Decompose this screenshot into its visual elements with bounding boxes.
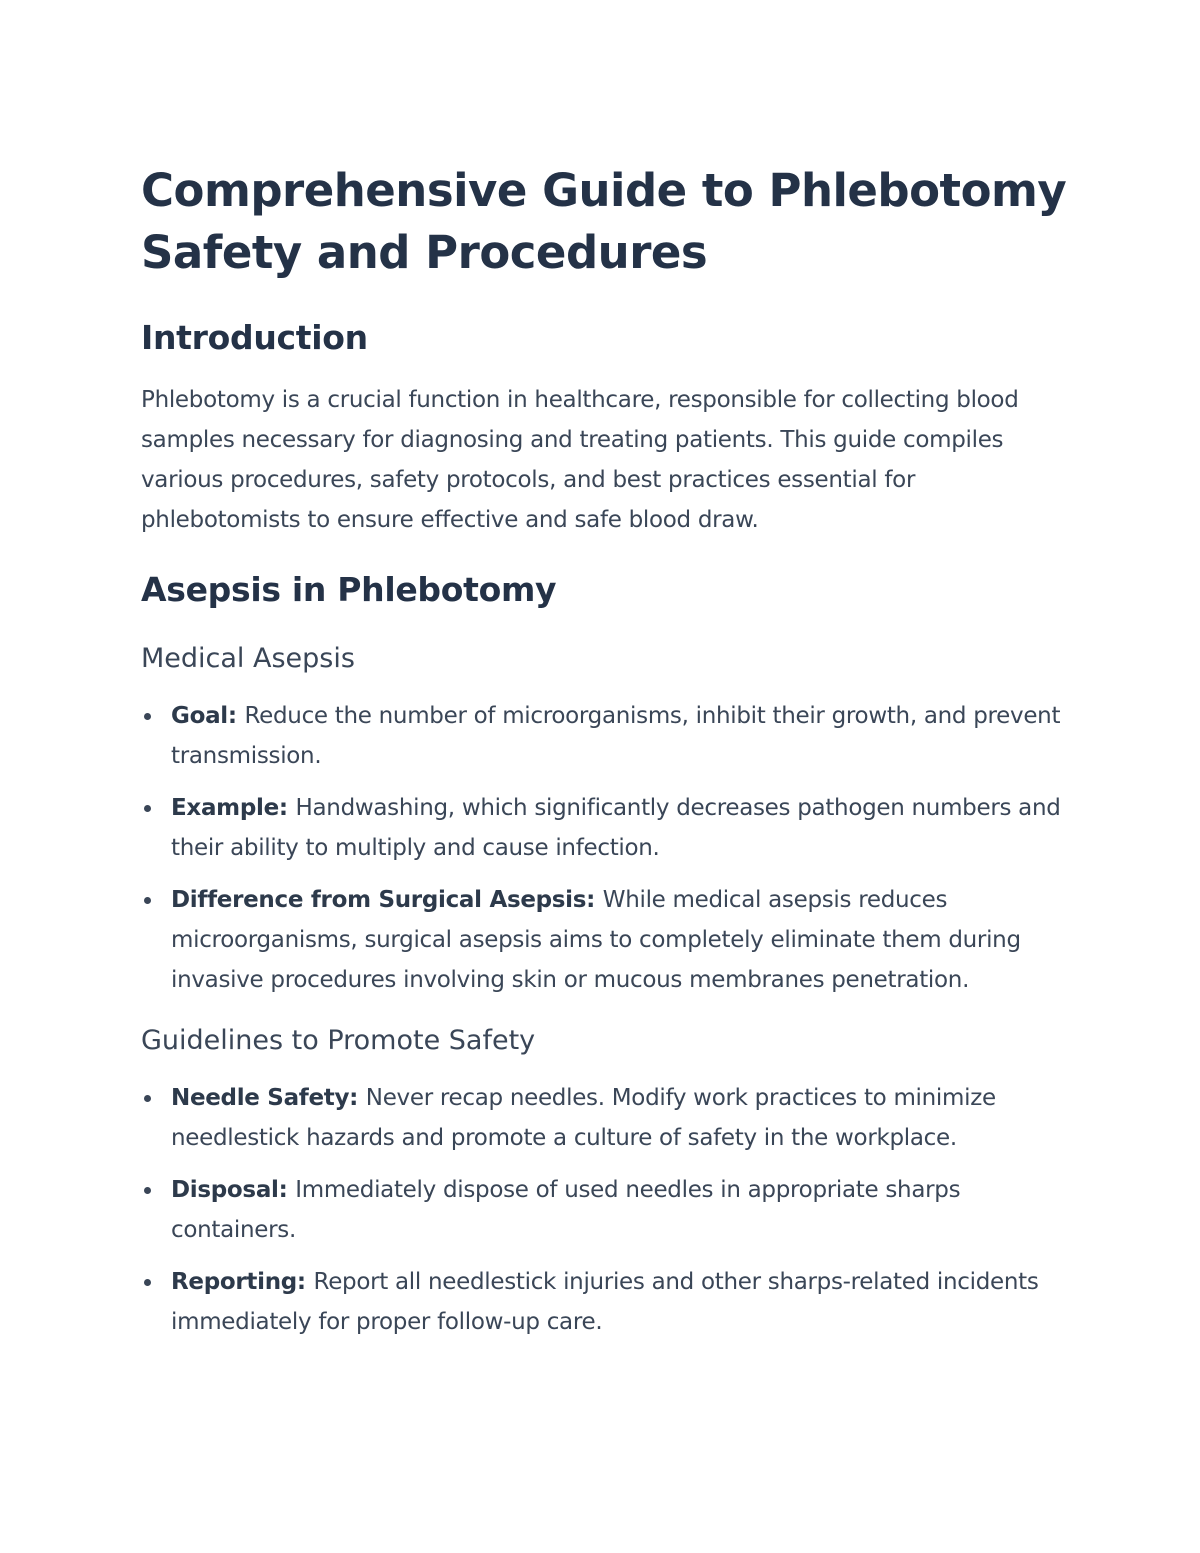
list-item-text: While medical asepsis reduces microorganisms, surgical asepsis aims to completely eliminate them during invasive procedures involving skin or mucous membranes penetration.	[171, 887, 1021, 993]
bullet-icon	[144, 1279, 151, 1286]
bullet-icon	[144, 1187, 151, 1194]
section-heading-asepsis: Asepsis in Phlebotomy	[141, 570, 557, 609]
list-item-label: Reporting:	[171, 1269, 314, 1295]
guidelines-list	[141, 1078, 1071, 1342]
list-item	[141, 696, 1071, 776]
medical-asepsis-list	[141, 696, 1071, 1000]
list-item-text: Never recap needles. Modify work practices to minimize needlestick hazards and promote a culture of safety in the workplace.	[171, 1085, 996, 1151]
list-item-label: Disposal:	[171, 1177, 296, 1203]
subsection-heading-medical-asepsis: Medical Asepsis	[141, 643, 355, 674]
list-item-label: Goal:	[171, 703, 245, 729]
bullet-icon	[144, 897, 151, 904]
list-item	[141, 1170, 1071, 1250]
list-item	[141, 1262, 1071, 1342]
bullet-icon	[144, 805, 151, 812]
bullet-icon	[144, 713, 151, 720]
list-item	[141, 788, 1071, 868]
introduction-paragraph: Phlebotomy is a crucial function in healthcare, responsible for collecting blood samples necessary for diagnosing and treating patients. This guide compiles various procedures, safety protocols, and best practices essential for phlebotomists to ensure effective and safe blood draw.	[141, 387, 1019, 533]
list-item	[141, 880, 1071, 1000]
subsection-heading-guidelines: Guidelines to Promote Safety	[141, 1025, 536, 1056]
document-page	[141, 160, 1071, 1342]
list-item-text: Reduce the number of microorganisms, inhibit their growth, and prevent transmission.	[171, 703, 1061, 769]
list-item-label: Example:	[171, 795, 296, 821]
list-item-text: Handwashing, which significantly decreases pathogen numbers and their ability to multiply and cause infection.	[171, 795, 1061, 861]
list-item	[141, 1078, 1071, 1158]
list-item-label: Needle Safety:	[171, 1085, 366, 1111]
list-item-text: Report all needlestick injuries and other sharps-related incidents immediately for proper follow-up care.	[171, 1269, 1039, 1335]
list-item-label: Difference from Surgical Asepsis:	[171, 887, 603, 913]
list-item-text: Immediately dispose of used needles in appropriate sharps containers.	[171, 1177, 961, 1243]
document-title: Comprehensive Guide to Phlebotomy Safety and Procedures	[141, 164, 1067, 279]
bullet-icon	[144, 1095, 151, 1102]
section-heading-introduction: Introduction	[141, 318, 368, 357]
